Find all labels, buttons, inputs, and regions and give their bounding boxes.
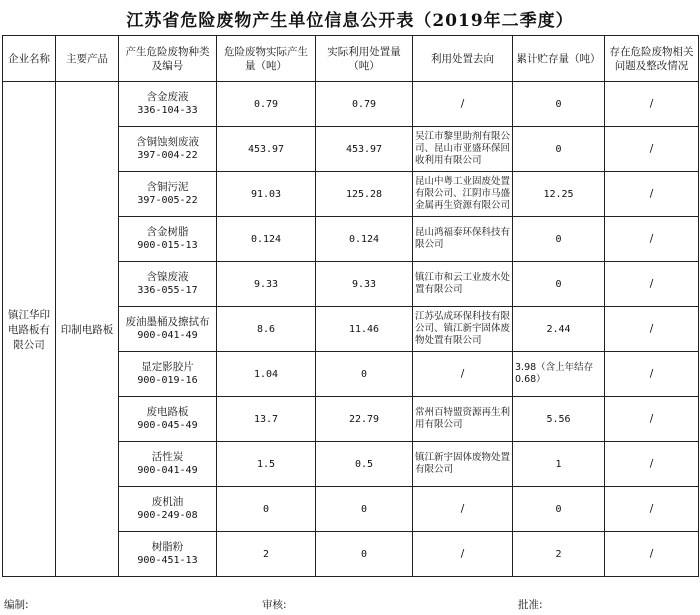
issues-cell: / xyxy=(605,82,699,127)
stock-amount-cell: 0 xyxy=(513,127,605,172)
issues-cell: / xyxy=(605,442,699,487)
destination-cell: 镇江市和云工业废水处置有限公司 xyxy=(413,262,513,307)
waste-code: 900-015-13 xyxy=(137,240,198,251)
waste-type-cell xyxy=(119,352,217,397)
waste-type-cell xyxy=(119,442,217,487)
waste-type-cell xyxy=(119,127,217,172)
header-issues: 存在危险废物相关问题及整改情况 xyxy=(605,36,699,82)
waste-type-cell xyxy=(119,397,217,442)
table-row xyxy=(3,82,699,127)
issues-cell: / xyxy=(605,172,699,217)
utilized-amount-cell: 0 xyxy=(316,487,413,532)
waste-name: 含金树脂 xyxy=(146,226,189,238)
waste-name: 含镍废液 xyxy=(146,271,189,283)
waste-name: 含金废液 xyxy=(146,91,189,103)
waste-name: 显定影胶片 xyxy=(141,361,194,373)
issues-cell: / xyxy=(605,397,699,442)
waste-code: 900-045-49 xyxy=(137,420,198,431)
stock-amount-cell: 12.25 xyxy=(513,172,605,217)
produced-amount-cell: 0.124 xyxy=(217,217,316,262)
produced-amount-cell: 1.04 xyxy=(217,352,316,397)
stock-amount-cell: 0 xyxy=(513,262,605,307)
produced-amount-cell: 9.33 xyxy=(217,262,316,307)
header-company: 企业名称 xyxy=(3,36,56,82)
destination-cell: 镇江新宇固体废物处置有限公司 xyxy=(413,442,513,487)
destination-cell: 常州百特盟资源再生利用有限公司 xyxy=(413,397,513,442)
utilized-amount-cell: 0 xyxy=(316,352,413,397)
destination-cell: 昆山中粤工业固废处置有限公司、江阴市马盛金属再生资源有限公司 xyxy=(413,172,513,217)
issues-cell: / xyxy=(605,217,699,262)
waste-code: 900-451-13 xyxy=(137,555,198,566)
stock-amount-cell: 2.44 xyxy=(513,307,605,352)
waste-name: 树脂粉 xyxy=(151,541,184,553)
waste-code: 336-104-33 xyxy=(137,105,198,116)
header-produced: 危险废物实际产生量（吨） xyxy=(217,36,316,82)
stock-amount-cell: 3.98（含上年结存0.68） xyxy=(513,352,605,397)
destination-cell: / xyxy=(413,352,513,397)
issues-cell: / xyxy=(605,532,699,577)
waste-type-cell xyxy=(119,532,217,577)
issues-cell: / xyxy=(605,127,699,172)
waste-name: 废油墨桶及擦拭布 xyxy=(125,316,210,328)
prepared-by-label: 编制: xyxy=(4,599,29,611)
stock-amount-cell: 0 xyxy=(513,487,605,532)
waste-type-cell xyxy=(119,217,217,262)
waste-name: 废机油 xyxy=(151,496,184,508)
stock-amount-cell: 0 xyxy=(513,217,605,262)
waste-code: 397-004-22 xyxy=(137,150,198,161)
destination-cell: 昆山鸿福泰环保科技有限公司 xyxy=(413,217,513,262)
waste-type-cell xyxy=(119,262,217,307)
utilized-amount-cell: 125.28 xyxy=(316,172,413,217)
main-product-cell: 印制电路板 xyxy=(56,82,119,577)
header-utilized: 实际利用处置量（吨） xyxy=(316,36,413,82)
produced-amount-cell: 8.6 xyxy=(217,307,316,352)
utilized-amount-cell: 0.79 xyxy=(316,82,413,127)
waste-type-cell xyxy=(119,307,217,352)
waste-type-cell xyxy=(119,172,217,217)
destination-cell: / xyxy=(413,82,513,127)
waste-code: 900-041-49 xyxy=(137,465,198,476)
approved-by-label: 批准: xyxy=(518,599,543,611)
waste-type-cell xyxy=(119,82,217,127)
waste-type-cell xyxy=(119,487,217,532)
header-waste-type: 产生危险废物种类及编号 xyxy=(119,36,217,82)
waste-name: 废电路板 xyxy=(146,406,189,418)
utilized-amount-cell: 11.46 xyxy=(316,307,413,352)
header-destination: 利用处置去向 xyxy=(413,36,513,82)
stock-amount-cell: 5.56 xyxy=(513,397,605,442)
produced-amount-cell: 0 xyxy=(217,487,316,532)
utilized-amount-cell: 0.124 xyxy=(316,217,413,262)
utilized-amount-cell: 22.79 xyxy=(316,397,413,442)
utilized-amount-cell: 0.5 xyxy=(316,442,413,487)
issues-cell: / xyxy=(605,352,699,397)
stock-amount-cell: 0 xyxy=(513,82,605,127)
company-name-cell: 镇江华印电路板有限公司 xyxy=(3,82,56,577)
utilized-amount-cell: 9.33 xyxy=(316,262,413,307)
produced-amount-cell: 0.79 xyxy=(217,82,316,127)
destination-cell: 吴江市黎里助剂有限公司、昆山市亚盛环保回收利用有限公司 xyxy=(413,127,513,172)
destination-cell: 江苏弘成环保科技有限公司、镇江新宇固体废物处置有限公司 xyxy=(413,307,513,352)
reviewed-by-label: 审核: xyxy=(262,599,287,611)
header-product: 主要产品 xyxy=(56,36,119,82)
produced-amount-cell: 91.03 xyxy=(217,172,316,217)
waste-name: 活性炭 xyxy=(151,451,184,463)
header-row xyxy=(3,36,699,82)
issues-cell: / xyxy=(605,307,699,352)
destination-cell: / xyxy=(413,487,513,532)
destination-cell: / xyxy=(413,532,513,577)
waste-name: 含铜蚀刻废液 xyxy=(136,136,199,148)
utilized-amount-cell: 0 xyxy=(316,532,413,577)
produced-amount-cell: 1.5 xyxy=(217,442,316,487)
issues-cell: / xyxy=(605,262,699,307)
waste-name: 含铜污泥 xyxy=(146,181,189,193)
waste-code: 900-019-16 xyxy=(137,375,198,386)
page-title: 江苏省危险废物产生单位信息公开表（2019年二季度） xyxy=(126,11,574,31)
utilized-amount-cell: 453.97 xyxy=(316,127,413,172)
waste-code: 397-005-22 xyxy=(137,195,198,206)
waste-info-table xyxy=(2,35,699,577)
header-stock: 累计贮存量（吨） xyxy=(513,36,605,82)
stock-amount-cell: 2 xyxy=(513,532,605,577)
waste-code: 900-041-49 xyxy=(137,330,198,341)
issues-cell: / xyxy=(605,487,699,532)
stock-amount-cell: 1 xyxy=(513,442,605,487)
produced-amount-cell: 13.7 xyxy=(217,397,316,442)
produced-amount-cell: 453.97 xyxy=(217,127,316,172)
waste-code: 336-055-17 xyxy=(137,285,198,296)
waste-code: 900-249-08 xyxy=(137,510,198,521)
produced-amount-cell: 2 xyxy=(217,532,316,577)
